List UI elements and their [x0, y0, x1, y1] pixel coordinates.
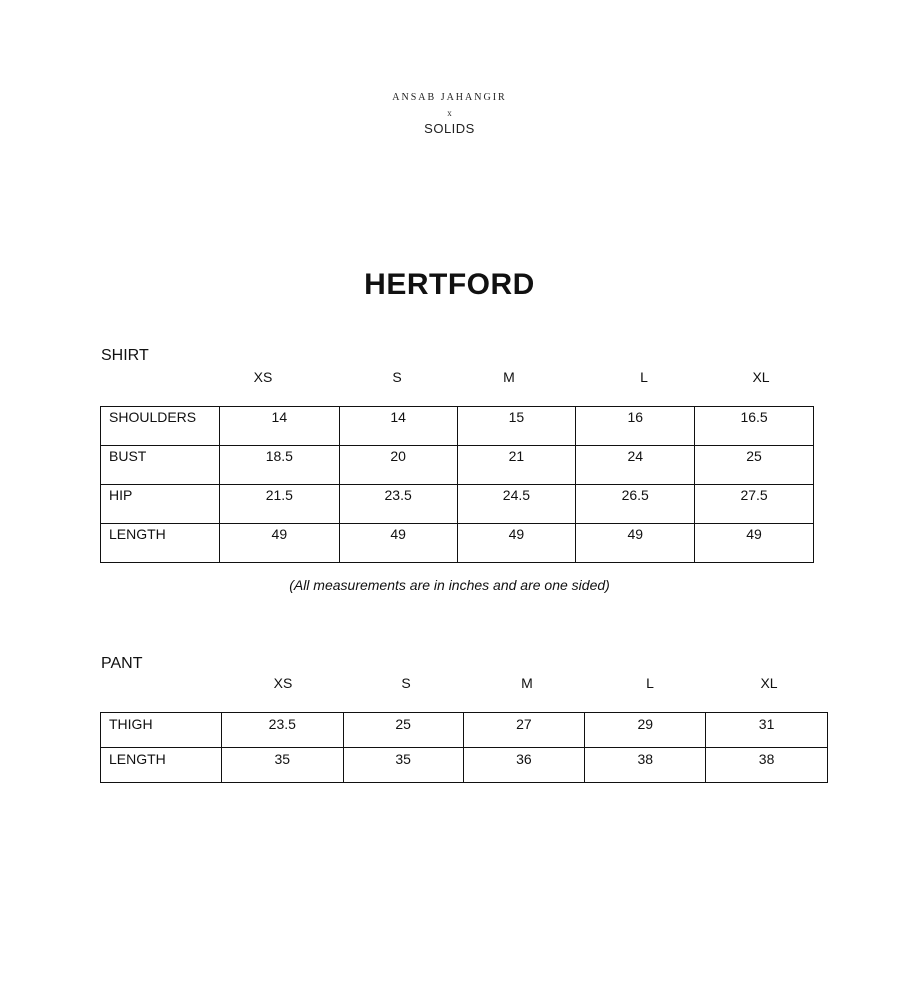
table-cell: 49: [576, 524, 695, 563]
table-row: [101, 524, 814, 563]
table-cell: 26.5: [576, 485, 695, 524]
table-cell: 25: [695, 446, 814, 485]
brand-collab-logo: SOLIDS: [424, 121, 475, 136]
table-cell: 49: [339, 524, 457, 563]
table-cell: 16.5: [695, 407, 814, 446]
table-row: [101, 485, 814, 524]
shirt-size-table: [100, 406, 814, 563]
table-cell: 23.5: [339, 485, 457, 524]
pant-size-header-m: M: [521, 675, 533, 691]
table-cell: 27.5: [695, 485, 814, 524]
table-cell: 49: [695, 524, 814, 563]
table-cell: 35: [343, 748, 463, 783]
row-label: SHOULDERS: [101, 407, 220, 446]
shirt-size-header-xl: XL: [752, 369, 770, 385]
measurement-note: (All measurements are in inches and are one sided): [289, 577, 610, 593]
pant-size-header-xl: XL: [760, 675, 778, 691]
shirt-size-header-xs: XS: [253, 369, 273, 385]
pant-size-header-l: L: [646, 675, 654, 691]
table-cell: 16: [576, 407, 695, 446]
table-cell: 49: [219, 524, 339, 563]
pant-size-table: [100, 712, 828, 783]
row-label: HIP: [101, 485, 220, 524]
table-row: [101, 748, 828, 783]
shirt-section-label: SHIRT: [101, 347, 149, 364]
row-label: THIGH: [101, 713, 222, 748]
pant-section-label: PANT: [101, 655, 143, 672]
table-row: [101, 713, 828, 748]
brand-separator: x: [447, 108, 452, 118]
pant-size-header-xs: XS: [273, 675, 293, 691]
table-cell: 21.5: [219, 485, 339, 524]
shirt-size-header-m: M: [503, 369, 515, 385]
brand-name: ANSAB JAHANGIR: [392, 92, 507, 103]
table-cell: 49: [457, 524, 576, 563]
table-cell: 36: [463, 748, 585, 783]
table-cell: 20: [339, 446, 457, 485]
table-cell: 15: [457, 407, 576, 446]
table-row: [101, 407, 814, 446]
table-cell: 38: [585, 748, 706, 783]
table-cell: 35: [221, 748, 343, 783]
table-cell: 29: [585, 713, 706, 748]
row-label: LENGTH: [101, 748, 222, 783]
table-cell: 23.5: [221, 713, 343, 748]
page-title: HERTFORD: [364, 268, 535, 301]
table-cell: 27: [463, 713, 585, 748]
table-cell: 14: [219, 407, 339, 446]
row-label: LENGTH: [101, 524, 220, 563]
row-label: BUST: [101, 446, 220, 485]
table-cell: 31: [706, 713, 828, 748]
shirt-size-header-s: S: [392, 369, 402, 385]
table-cell: 24: [576, 446, 695, 485]
table-row: [101, 446, 814, 485]
table-cell: 25: [343, 713, 463, 748]
pant-size-header-s: S: [401, 675, 411, 691]
table-cell: 24.5: [457, 485, 576, 524]
table-cell: 18.5: [219, 446, 339, 485]
table-cell: 14: [339, 407, 457, 446]
table-cell: 38: [706, 748, 828, 783]
table-cell: 21: [457, 446, 576, 485]
shirt-size-header-l: L: [640, 369, 648, 385]
